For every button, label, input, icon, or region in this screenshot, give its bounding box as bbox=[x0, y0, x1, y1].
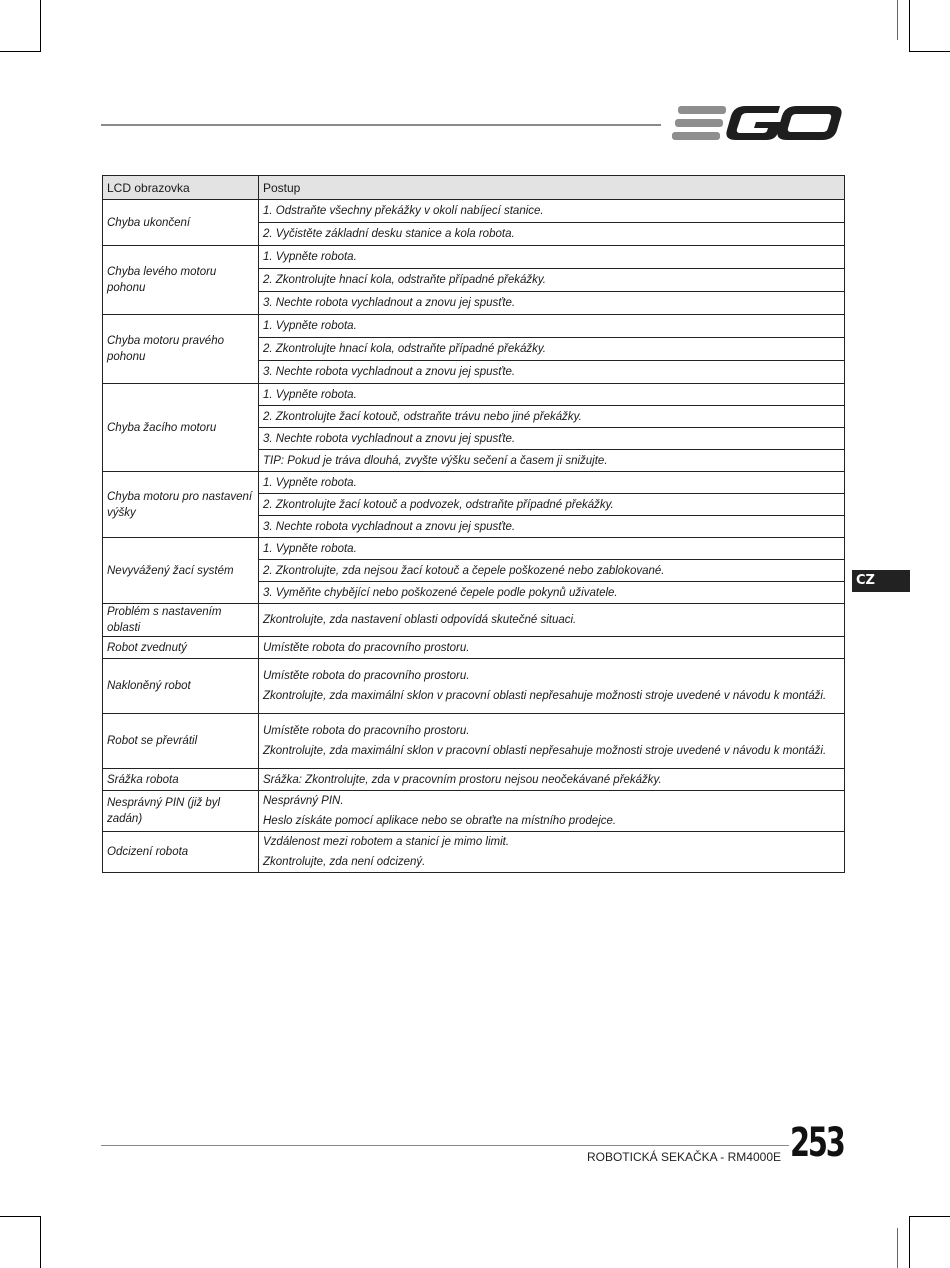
procedure-step: Heslo získáte pomocí aplikace nebo se obraťte na místního prodejce. bbox=[263, 815, 617, 827]
procedure-step: 2. Zkontrolujte, zda nejsou žací kotouč a čepele poškozené nebo zablokované. bbox=[259, 560, 845, 582]
procedure-step: Zkontrolujte, zda nastavení oblasti odpovídá skutečné situaci. bbox=[259, 604, 845, 637]
table-row bbox=[103, 315, 845, 338]
procedure-step: 3. Nechte robota vychladnout a znovu jej spusťte. bbox=[259, 428, 845, 450]
lcd-screen-cell: Chyba levého motoru pohonu bbox=[103, 246, 259, 315]
procedure-step: 3. Vyměňte chybějící nebo poškozené čepele podle pokynů uživatele. bbox=[259, 582, 845, 604]
crop-mark bbox=[909, 1216, 950, 1217]
lcd-screen-cell: Chyba žacího motoru bbox=[103, 384, 259, 472]
lcd-screen-cell: Nakloněný robot bbox=[103, 659, 259, 714]
table-row bbox=[103, 246, 845, 269]
table-row bbox=[103, 200, 845, 223]
crop-mark bbox=[909, 0, 910, 52]
crop-mark bbox=[909, 1216, 910, 1268]
procedure-step: Zkontrolujte, zda není odcizený. bbox=[263, 856, 426, 868]
lcd-screen-cell: Nesprávný PIN (již byl zadán) bbox=[103, 791, 259, 832]
column-header-lcd-screen: LCD obrazovka bbox=[103, 176, 259, 200]
footer-document-title: ROBOTICKÁ SEKAČKA - RM4000E bbox=[586, 1150, 781, 1164]
procedure-step: Zkontrolujte, zda maximální sklon v pracovní oblasti nepřesahuje možnosti stroje uvedené v návodu k montáži. bbox=[263, 690, 827, 702]
table-row bbox=[103, 538, 845, 560]
table-row bbox=[103, 832, 845, 873]
crop-mark bbox=[909, 51, 950, 52]
lcd-screen-cell: Chyba motoru pro nastavení výšky bbox=[103, 472, 259, 538]
lcd-screen-cell: Odcizení robota bbox=[103, 832, 259, 873]
procedure-step: 2. Zkontrolujte hnací kola, odstraňte případné překážky. bbox=[259, 269, 845, 292]
table-row bbox=[103, 659, 845, 714]
table-row bbox=[103, 384, 845, 406]
procedure-step: Nesprávný PIN. bbox=[263, 795, 344, 807]
crop-mark bbox=[40, 1216, 41, 1268]
procedure-step: Umístěte robota do pracovního prostoru. bbox=[259, 637, 845, 659]
procedure-cell bbox=[259, 791, 845, 832]
procedure-cell bbox=[259, 714, 845, 769]
lcd-screen-cell: Robot zvednutý bbox=[103, 637, 259, 659]
procedure-step: 1. Vypněte robota. bbox=[259, 246, 845, 269]
lcd-screen-cell: Problém s nastavením oblasti bbox=[103, 604, 259, 637]
procedure-cell bbox=[259, 659, 845, 714]
procedure-step: Umístěte robota do pracovního prostoru. bbox=[263, 670, 470, 682]
footer-rule bbox=[101, 1145, 789, 1146]
lcd-screen-cell: Chyba ukončení bbox=[103, 200, 259, 246]
procedure-step: Umístěte robota do pracovního prostoru. bbox=[263, 725, 470, 737]
crop-mark bbox=[40, 0, 41, 52]
crop-mark bbox=[897, 0, 898, 40]
procedure-step: Vzdálenost mezi robotem a stanicí je mimo limit. bbox=[263, 836, 510, 848]
crop-mark bbox=[0, 51, 41, 52]
table-row bbox=[103, 472, 845, 494]
page-number: 253 bbox=[790, 1120, 844, 1166]
procedure-step: 3. Nechte robota vychladnout a znovu jej spusťte. bbox=[259, 516, 845, 538]
procedure-step: 2. Vyčistěte základní desku stanice a kola robota. bbox=[259, 223, 845, 246]
procedure-step: 2. Zkontrolujte hnací kola, odstraňte případné překážky. bbox=[259, 338, 845, 361]
lcd-screen-cell: Chyba motoru pravého pohonu bbox=[103, 315, 259, 384]
table-row bbox=[103, 604, 845, 637]
procedure-step: 2. Zkontrolujte žací kotouč, odstraňte trávu nebo jiné překážky. bbox=[259, 406, 845, 428]
language-tab: CZ bbox=[852, 570, 910, 592]
header-rule bbox=[101, 124, 661, 126]
crop-mark bbox=[0, 1216, 41, 1217]
lcd-screen-cell: Robot se převrátil bbox=[103, 714, 259, 769]
table-row bbox=[103, 714, 845, 769]
lcd-screen-cell: Srážka robota bbox=[103, 769, 259, 791]
procedure-step: 1. Vypněte robota. bbox=[259, 315, 845, 338]
procedure-step: 1. Odstraňte všechny překážky v okolí nabíjecí stanice. bbox=[259, 200, 845, 223]
table-row bbox=[103, 637, 845, 659]
procedure-step: 2. Zkontrolujte žací kotouč a podvozek, odstraňte případné překážky. bbox=[259, 494, 845, 516]
procedure-step: 1. Vypněte robota. bbox=[259, 538, 845, 560]
table-row bbox=[103, 791, 845, 832]
crop-mark bbox=[897, 1228, 898, 1268]
column-header-procedure: Postup bbox=[259, 176, 845, 200]
procedure-tip: TIP: Pokud je tráva dlouhá, zvyšte výšku sečení a časem ji snižujte. bbox=[259, 450, 845, 472]
procedure-step: Srážka: Zkontrolujte, zda v pracovním prostoru nejsou neočekávané překážky. bbox=[259, 769, 845, 791]
procedure-step: 3. Nechte robota vychladnout a znovu jej spusťte. bbox=[259, 361, 845, 384]
procedure-step: 1. Vypněte robota. bbox=[259, 384, 845, 406]
procedure-cell bbox=[259, 832, 845, 873]
procedure-step: 1. Vypněte robota. bbox=[259, 472, 845, 494]
ego-logo bbox=[672, 102, 844, 144]
table-row bbox=[103, 769, 845, 791]
lcd-troubleshooting-table bbox=[102, 175, 845, 873]
lcd-screen-cell: Nevyvážený žací systém bbox=[103, 538, 259, 604]
procedure-step: 3. Nechte robota vychladnout a znovu jej spusťte. bbox=[259, 292, 845, 315]
procedure-step: Zkontrolujte, zda maximální sklon v pracovní oblasti nepřesahuje možnosti stroje uvedené v návodu k montáži. bbox=[263, 745, 827, 757]
